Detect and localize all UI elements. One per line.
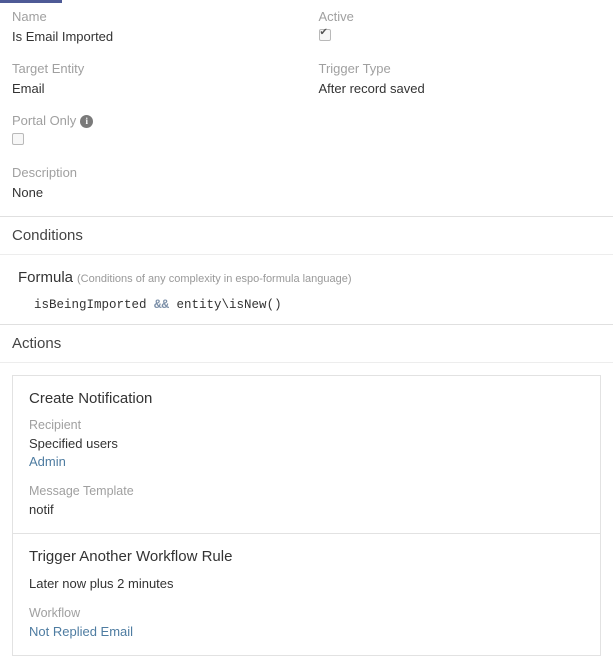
action-field-label-recipient: Recipient bbox=[29, 417, 584, 434]
field-value-target-entity: Email bbox=[12, 80, 293, 98]
field-row bbox=[0, 164, 613, 216]
field-description bbox=[0, 164, 307, 202]
conditions-section-header: Conditions bbox=[0, 217, 613, 255]
action-field-workflow bbox=[29, 605, 584, 641]
field-trigger-type bbox=[307, 60, 613, 98]
active-tab-accent-bar bbox=[0, 0, 62, 3]
field-label-description: Description bbox=[12, 164, 293, 182]
formula-code[interactable] bbox=[18, 286, 601, 312]
field-label-name: Name bbox=[12, 8, 293, 26]
action-field-label-workflow: Workflow bbox=[29, 605, 584, 622]
field-portal-only bbox=[0, 112, 307, 150]
field-target-entity bbox=[0, 60, 307, 98]
workflow-link[interactable]: Not Replied Email bbox=[29, 623, 584, 641]
action-field-label-message-template: Message Template bbox=[29, 483, 584, 500]
field-value-trigger-type: After record saved bbox=[319, 80, 600, 98]
field-label-trigger-type: Trigger Type bbox=[319, 60, 600, 78]
recipient-user-link[interactable]: Admin bbox=[29, 453, 584, 471]
field-active bbox=[307, 8, 613, 46]
formula-hint: (Conditions of any complexity in espo-formula language) bbox=[77, 273, 352, 285]
field-value-name: Is Email Imported bbox=[12, 28, 293, 46]
conditions-formula bbox=[0, 255, 613, 324]
action-body bbox=[13, 417, 600, 533]
field-label-target-entity: Target Entity bbox=[12, 60, 293, 78]
portal-only-checkbox[interactable] bbox=[12, 133, 24, 145]
record-detail-fields bbox=[0, 0, 613, 216]
action-field-message-template bbox=[29, 483, 584, 519]
active-checkbox[interactable] bbox=[319, 29, 331, 41]
action-body bbox=[13, 575, 600, 655]
action-title: Trigger Another Workflow Rule bbox=[13, 534, 600, 575]
field-label-portal-only-text: Portal Only bbox=[12, 113, 76, 128]
action-field-recipient bbox=[29, 417, 584, 471]
action-panel-trigger-another-workflow-rule[interactable] bbox=[12, 534, 601, 656]
actions-section-header: Actions bbox=[0, 325, 613, 363]
field-label-active: Active bbox=[319, 8, 600, 26]
conditions-section bbox=[0, 216, 613, 324]
action-schedule-text: Later now plus 2 minutes bbox=[29, 575, 584, 593]
formula-code-part1: isBeingImported bbox=[34, 298, 154, 312]
field-value-description: None bbox=[12, 184, 293, 202]
actions-list bbox=[0, 363, 613, 656]
info-icon[interactable]: i bbox=[80, 115, 93, 128]
action-field-value-recipient: Specified users bbox=[29, 435, 584, 453]
field-name bbox=[0, 8, 307, 46]
field-row bbox=[0, 8, 613, 60]
formula-code-part2: entity\isNew() bbox=[169, 298, 282, 312]
field-label-portal-only bbox=[12, 112, 293, 130]
formula-title: Formula bbox=[18, 269, 73, 286]
formula-code-operator: && bbox=[154, 298, 169, 312]
action-panel-create-notification[interactable] bbox=[12, 375, 601, 534]
field-value-active bbox=[319, 28, 600, 46]
field-spacer bbox=[307, 112, 613, 150]
field-row bbox=[0, 60, 613, 112]
actions-section bbox=[0, 324, 613, 656]
field-value-portal-only bbox=[12, 132, 293, 150]
action-title: Create Notification bbox=[13, 376, 600, 417]
action-field-value-message-template: notif bbox=[29, 501, 584, 519]
field-spacer bbox=[307, 164, 613, 202]
field-row bbox=[0, 112, 613, 164]
